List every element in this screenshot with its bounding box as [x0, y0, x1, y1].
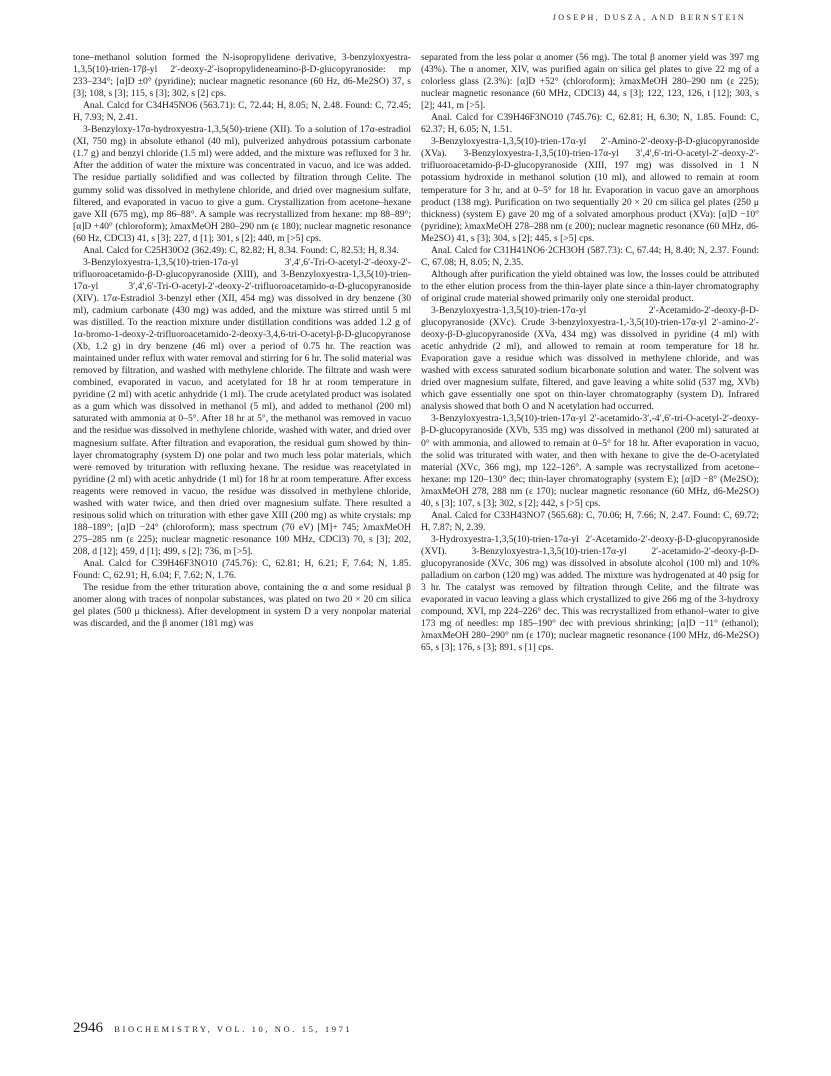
paragraph: Anal. Calcd for C39H46F3NO10 (745.76): C, 62.81; H, 6.21; F, 7.64; N, 1.85. Found: C, 62.91; H, 6.04; F, 7.62; N, 1.76. — [73, 557, 411, 582]
paragraph: 3-Benzyloxy-17α-hydroxyestra-1,3,5(50)-triene (XII). To a solution of 17α-estradiol (XI, 750 mg) in absolute ethanol (40 ml), pulverized anhydrous potassium carbonate (1.7 g) and benzyl chloride (1.5 ml) were added, and the mixture was refluxed for 3 hr. After the addition of water the mixture was concentrated in vacuo, and ice was added. The residue partially solidified and was collected by filtration through Celite. The gummy solid was dissolved in methylene chloride, and dried over magnesium sulfate, filtered, and evaporated in vacuo to give a gum. Crystallization from acetone–hexane gave XII (675 mg), mp 86–88°. A sample was recrystallized from hexane: mp 88–89°; [α]D +40° (chloroform); λmaxMeOH 280–290 nm (ε 180); nuclear magnetic resonance (60 Hz, CDCl3) 41, s [3]; 227, d [1]; 301, s [2]; 440, m [>5] cps. — [73, 124, 411, 244]
paragraph: 3-Benzyloxyestra-1,3,5(10)-trien-17α-yl 2′-acetamido-3′,-4′,6′-tri-O-acetyl-2′-deoxy-β-D-glucopyranoside (XVb, 535 mg) was dissolved in methanol (200 ml) saturated at 0° with ammonia, and allowed to remain at 0–5° for 18 hr. After evaporation in vacuo, the solid was triturated with water, and then with hexane to give the de-O-acetylated material (XVc, 366 mg), mp 122–126°. A sample was recrystallized from acetone–hexane: mp 120–130° dec; thin-layer chromatography (system E); [α]D −8° (Me2SO); λmaxMeOH 278, 288 nm (ε 170); nuclear magnetic resonance (60 MHz, d6-Me2SO) 40, s [3]; 107, s [3]; 302, s [2]; 442, s [>5] cps. — [421, 413, 759, 509]
left-column — [73, 52, 411, 630]
page-footer — [73, 1020, 352, 1037]
running-header: JOSEPH, DUSZA, AND BERNSTEIN — [552, 13, 746, 22]
right-column — [421, 52, 759, 654]
paragraph: Anal. Calcd for C39H46F3NO10 (745.76): C, 62.81; H, 6.30; N, 1.85. Found: C, 62.37; H, 6.05; N, 1.51. — [421, 112, 759, 136]
paragraph: 3-Hydroxyestra-1,3,5(10)-trien-17α-yl 2′-Acetamido-2′-deoxy-β-D-glucopyranoside (XVI). 3-Benzyloxyestra-1,3,5(10)-trien-17α-yl 2′-acetamido-2′-deoxy-β-D-glucopyranoside (XVc, 306 mg) was dissolved in absolute alcohol (100 ml) and 10% palladium on carbon (120 mg) was added. The mixture was hydrogenated at 40 psig for 3 hr. The catalyst was removed by filtration through Celite, and the filtrate was evaporated in vacuo leaving a glass which crystallized to give 266 mg of the 3-hydroxy compound, XVI, mp 224–226° dec. This was recrystallized from ethanol–water to give 173 mg of needles: mp 185–190° dec with previous shrinking; [α]D −11° (ethanol); λmaxMeOH 280–290° nm (ε 170); nuclear magnetic resonance (100 MHz, d6-Me2SO) 65, s [3]; 176, s [3]; 891, s [1] cps. — [421, 533, 759, 654]
page-number: 2946 — [73, 1020, 103, 1036]
paragraph: separated from the less polar α anomer (56 mg). The total β anomer yield was 397 mg (43%). The α anomer, XIV, was purified again on silica gel plates to give 22 mg of a colorless glass (2.3%): [α]D +52° (chloroform); λmaxMeOH 280–290 nm (ε 225); nuclear magnetic resonance (60 MHz, CDCl3) 44, s [3]; 122, 123, 126, t [12]; 303, s [2]; 441, m [>5]. — [421, 52, 759, 112]
paragraph: Anal. Calcd for C25H30O2 (362.49): C, 82.82; H, 8.34. Found: C, 82.53; H, 8.34. — [83, 244, 399, 256]
paragraph: Although after purification the yield obtained was low, the losses could be attributed to the ether elution process from the thin-layer plate since a thin-layer chromatography of original crude material showed primarily only one steroidal product. — [421, 268, 759, 304]
paragraph: Anal. Calcd for C34H45NO6 (563.71): C, 72.44; H, 8.05; N, 2.48. Found: C, 72.45; H, 7.93; N, 2.41. — [73, 100, 411, 124]
paragraph: Anal. Calcd for C31H41NO6·2CH3OH (587.73): C, 67.44; H, 8.40; N, 2.37. Found: C, 67.08; H, 8.05; N, 2.35. — [421, 244, 759, 268]
paragraph: 3-Benzyloxyestra-1,3,5(10)-trien-17α-yl 2′-Amino-2′-deoxy-β-D-glucopyranoside (XVa). 3-Benzyloxyestra-1,3,5(10)-trien-17α-yl 3′,4′,6′-tri-O-acetyl-2′-deoxy-2′-trifluoroacetamido-β-D-glucopyranoside (XIII, 197 mg) was dissolved in 1 N potassium hydroxide in methanol solution (10 ml), and allowed to remain at room temperature for 3 hr, and at 0–5° for 18 hr. Evaporation in vacuo gave an amorphous product (138 mg). Purification on two sequentially 20 × 20 cm silica gel plates (250 μ thickness) (system E) gave 20 mg of a solvated amorphous product (XVa): [α]D −10° (pyridine); λmaxMeOH 278–288 nm (ε 200); nuclear magnetic resonance (60 MHz, d6-Me2SO) 41, s [3]; 304, s [2]; 445, s [>5] cps. — [421, 136, 759, 244]
journal-citation: BIOCHEMISTRY, VOL. 10, NO. 15, 1971 — [114, 1024, 353, 1034]
paragraph: The residue from the ether trituration above, containing the α and some residual β anomer along with traces of nonpolar substances, was plated on two 20 × 20 cm silica gel plates (500 μ thickness). After development in system D a very nonpolar material was discarded, and the β anomer (181 mg) was — [73, 582, 411, 630]
paragraph: tone–methanol solution formed the N-isopropylidene derivative, 3-benzyloxyestra-1,3,5(10)-trien-17β-yl 2′-deoxy-2′-isopropylideneamino-β-D-glucopyranoside: mp 233–234°; [α]D ±0° (pyridine); nuclear magnetic resonance (60 Hz, d6-Me2SO) 37, s [3]; 108, s [3]; 115, s [3]; 302, s [2] cps. — [73, 52, 411, 100]
paragraph: 3-Benzyloxyestra-1,3,5(10)-trien-17α-yl 2′-Acetamido-2′-deoxy-β-D-glucopyranoside (XVc). Crude 3-benzyloxyestra-1,-3,5(10)-trien-17α-yl 2′-amino-2′-deoxy-β-D-glucopyranoside (XVa, 434 mg) was dissolved in pyridine (4 ml) with acetic anhydride (2 ml), and allowed to remain at room temperature for 18 hr. Evaporation gave a residue which was dissolved in methylene chloride, and was washed with excess saturated sodium bicarbonate solution and water. The solvent was dried over magnesium sulfate, filtered, and gave leaving a white solid (537 mg, XVb) which gave essentially one spot on thin-layer chromatography (system D). Infrared analysis showed that both O and N acetylation had occurred. — [421, 304, 759, 413]
paragraph: Anal. Calcd for C33H43NO7 (565.68): C, 70.06; H, 7.66; N, 2.47. Found: C, 69.72; H, 7.87; N, 2.39. — [421, 509, 759, 533]
paragraph: 3-Benzyloxyestra-1,3,5(10)-trien-17α-yl 3′,4′,6′-Tri-O-acetyl-2′-deoxy-2′-trifluoroacetamido-β-D-glucopyranoside (XIII), and 3-Benzyloxyestra-1,3,5(10)-trien-17α-yl 3′,4′,6′-Tri-O-acetyl-2′-deoxy-2′-trifluoroacetamido-α-D-glucopyranoside (XIV). 17α-Estradiol 3-benzyl ether (XII, 454 mg) was dissolved in dry benzene (30 ml), cadmium carbonate (430 mg) was added, and the mixture was stirred until 5 ml was distilled. To the reaction mixture under distillation conditions was added 1.2 g of 1α-bromo-1-deoxy-2-trifluoroacetamido-2-deoxy-3,4,6-tri-O-acetyl-β-D-glucopyranose (Xb, 1.2 g) in dry benzene (46 ml) over a period of 0.75 hr. The reaction was maintained under reflux with water removal and stirring for 6 hr. The solid material was removed by filtration, and washed with methylene chloride. The filtrate and wash were combined, evaporated in vacuo, and acetylated for 18 hr at room temperature in pyridine (2 ml) with acetic anhydride (1 ml). The crude acetylated product was isolated as a gum which was dissolved in methanol (5 ml), and added to methanol (200 ml) saturated with ammonia at 0–5°. After 18 hr at 5°, the methanol was removed in vacuo and the residue was dissolved in methylene chloride, washed with water, and dried over magnesium sulfate. After filtration and evaporation, the residual gum showed by thin-layer chromatography (system D) one polar and two much less polar materials, which were removed by trituration with refluxing hexane. The residue was reacetylated in pyridine (2 ml) with acetic anhydride (1 ml) for 18 hr at room temperature. After excess reagents were removed in vacuo, the residue was dissolved in methylene chloride, washed with water twice, and then dried over magnesium sulfate. There resulted a resinous solid which on trituration with ether gave XIII (200 mg) as white crystals: mp 188–189°; [α]D −24° (chloroform); mass spectrum (70 eV) [M]+ 745; λmaxMeOH 275–285 nm (ε 225); nuclear magnetic resonance 100 MHz, CDCl3) 70, s [3]; 202, 208, d [12]; 459, d [1]; 499, s [2]; 736, m [>5]. — [73, 256, 411, 557]
